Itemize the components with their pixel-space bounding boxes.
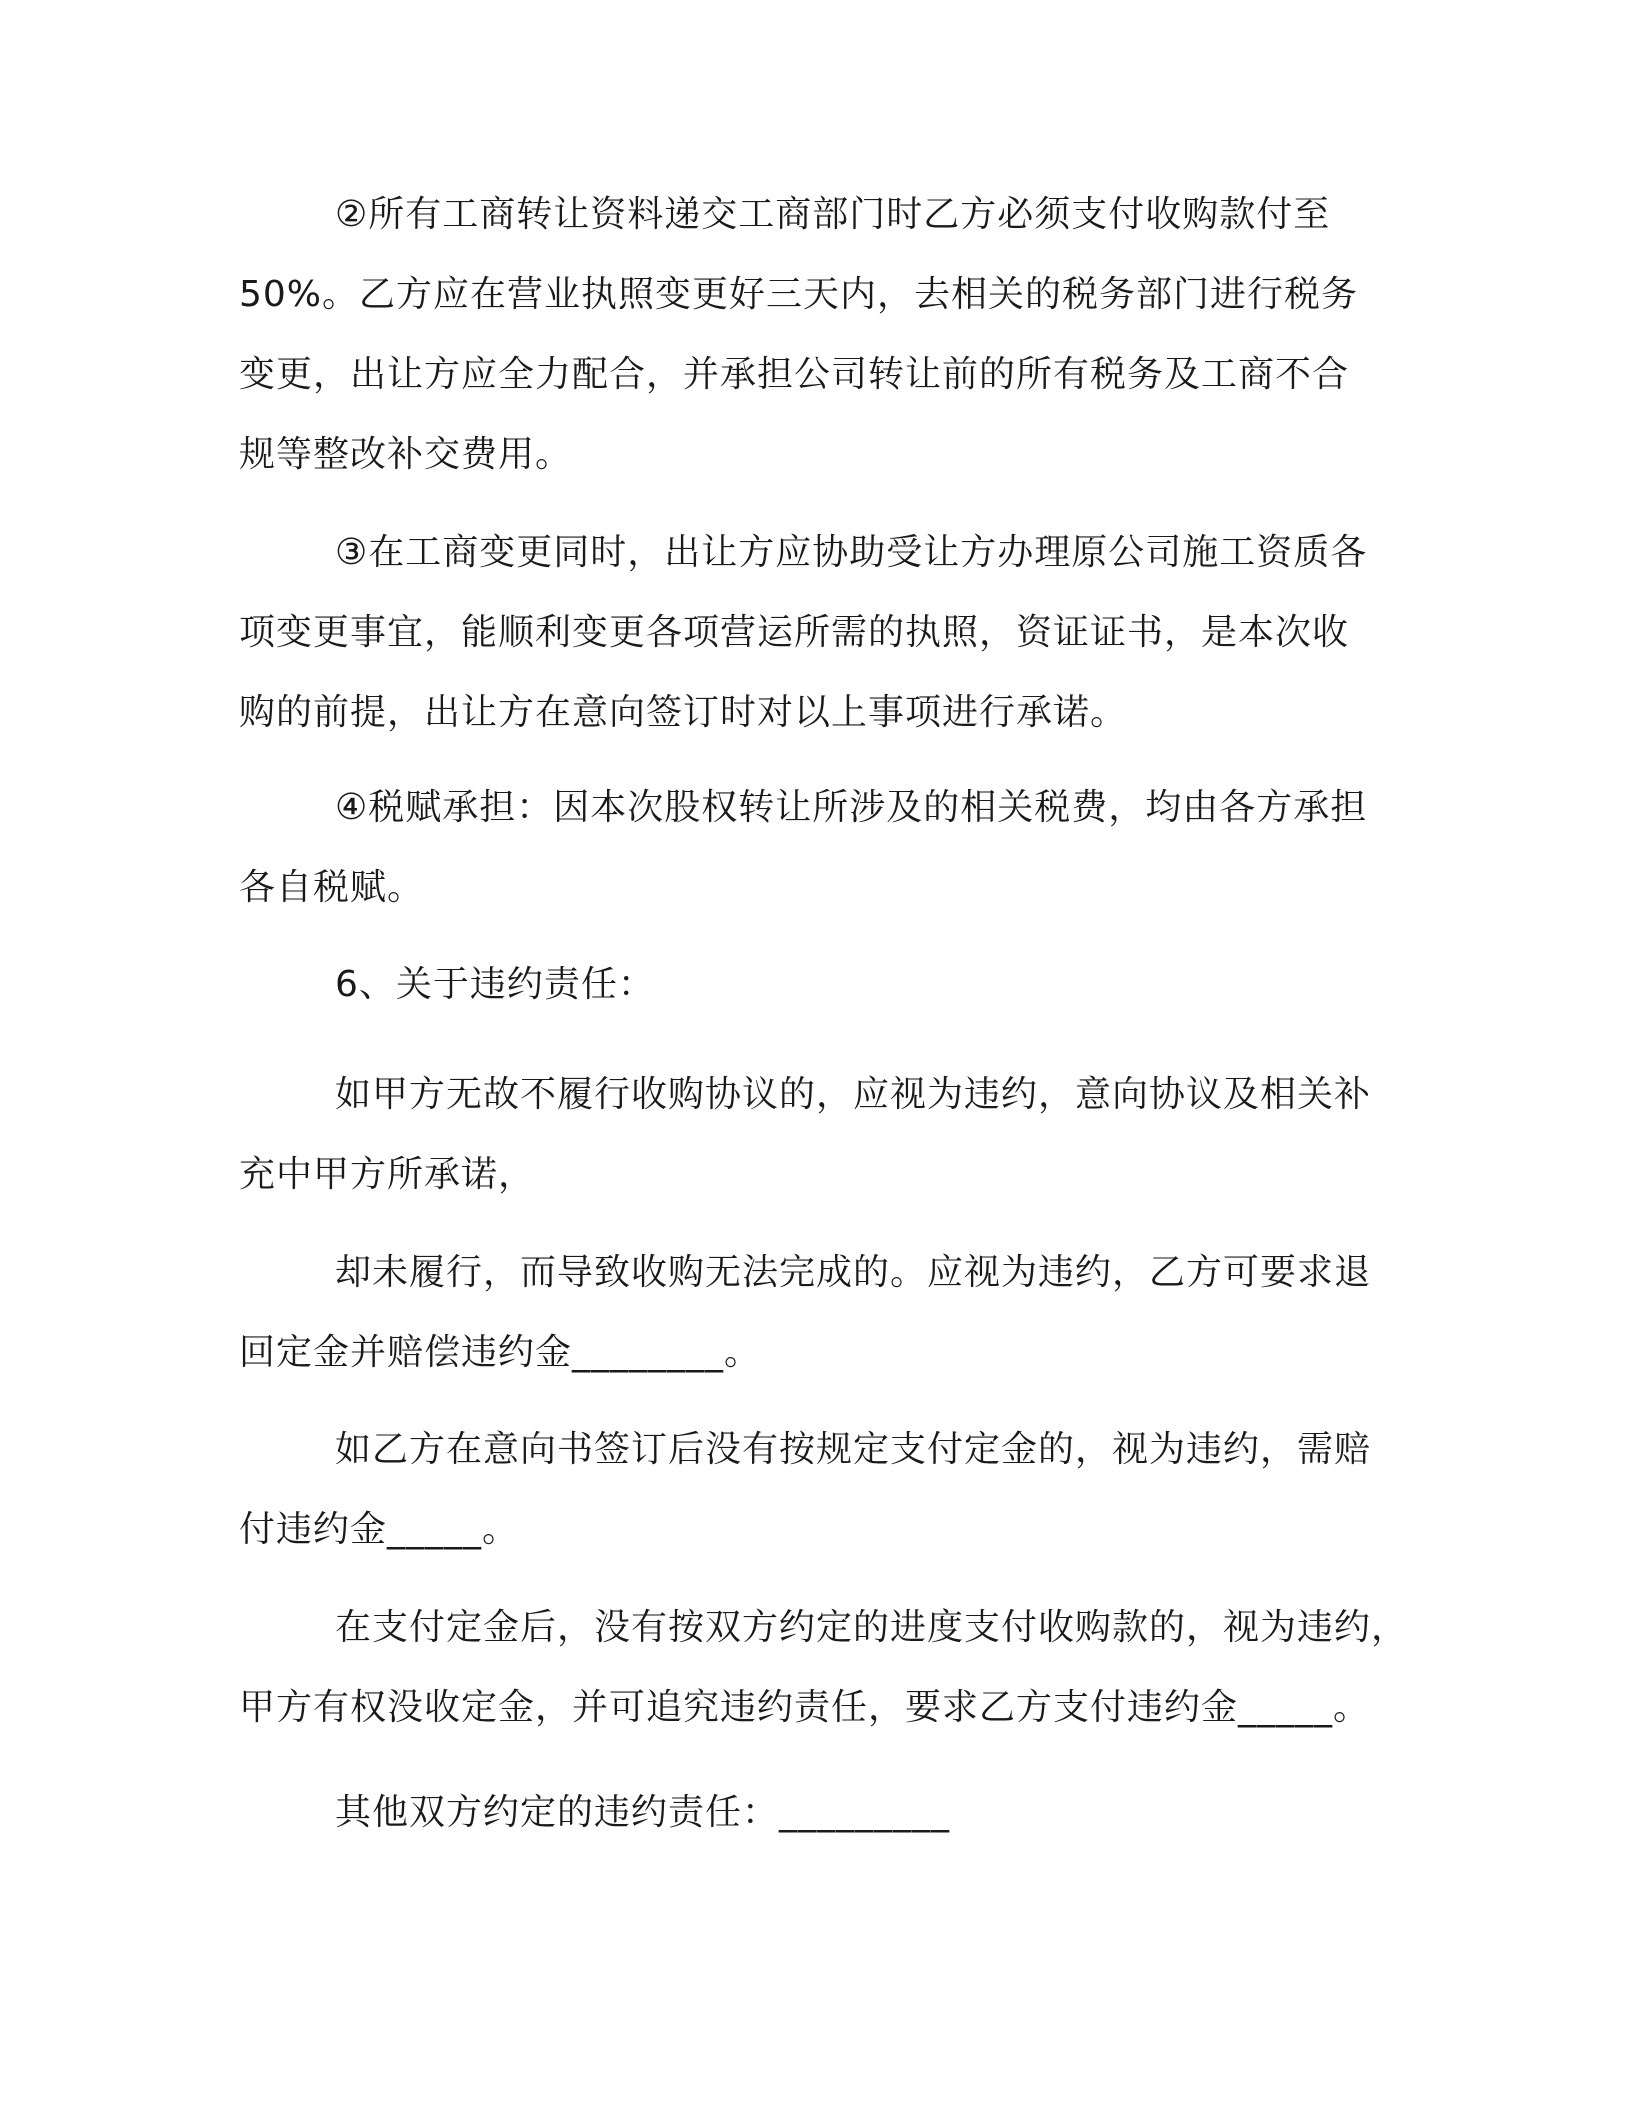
text-line: 充中甲方所承诺， [239, 1154, 536, 1195]
text-line: ④税赋承担：因本次股权转让所涉及的相关税费，均由各方承担 [335, 787, 1368, 828]
text-line: 各自税赋。 [239, 867, 425, 908]
paragraph-breach-party-a [239, 1055, 1399, 1215]
paragraph-breach-party-a-cont [239, 1233, 1399, 1393]
paragraph-breach-party-b-deposit [239, 1410, 1399, 1570]
text-line: 变更，出让方应全力配合，并承担公司转让前的所有税务及工商不合 [239, 354, 1350, 395]
text-line: 项变更事宜，能顺利变更各项营运所需的执照，资证证书，是本次收 [239, 612, 1350, 653]
text-line: 在支付定金后，没有按双方约定的进度支付收购款的，视为违约， [335, 1607, 1409, 1648]
text-line: 甲方有权没收定金，并可追究违约责任，要求乙方支付违约金_____。 [239, 1687, 1371, 1728]
text-line: ③在工商变更同时，出让方应协助受让方办理原公司施工资质各 [335, 532, 1368, 573]
text-line: 如乙方在意向书签订后没有按规定支付定金的，视为违约，需赔 [335, 1429, 1372, 1470]
text-line: 其他双方约定的违约责任：_________ [335, 1792, 951, 1833]
paragraph-clause-5-2 [239, 175, 1399, 495]
paragraph-breach-party-b-payment [239, 1588, 1409, 1748]
paragraph-other-breach [239, 1773, 1399, 1853]
paragraph-clause-5-4 [239, 768, 1399, 928]
text-line: 50%。乙方应在营业执照变更好三天内，去相关的税务部门进行税务 [239, 274, 1359, 315]
section-heading [239, 945, 1399, 1025]
text-line: ②所有工商转让资料递交工商部门时乙方必须支付收购款付至 [335, 194, 1331, 235]
text-line: 付违约金_____。 [239, 1509, 520, 1550]
text-line: 6、关于违约责任： [335, 964, 655, 1005]
text-line: 却未履行，而导致收购无法完成的。应视为违约，乙方可要求退 [335, 1252, 1372, 1293]
text-line: 如甲方无故不履行收购协议的，应视为违约，意向协议及相关补 [335, 1074, 1372, 1115]
text-line: 回定金并赔偿违约金________。 [239, 1332, 762, 1373]
text-line: 规等整改补交费用。 [239, 434, 573, 475]
paragraph-clause-5-3 [239, 513, 1399, 753]
text-line: 购的前提，出让方在意向签订时对以上事项进行承诺。 [239, 692, 1128, 733]
